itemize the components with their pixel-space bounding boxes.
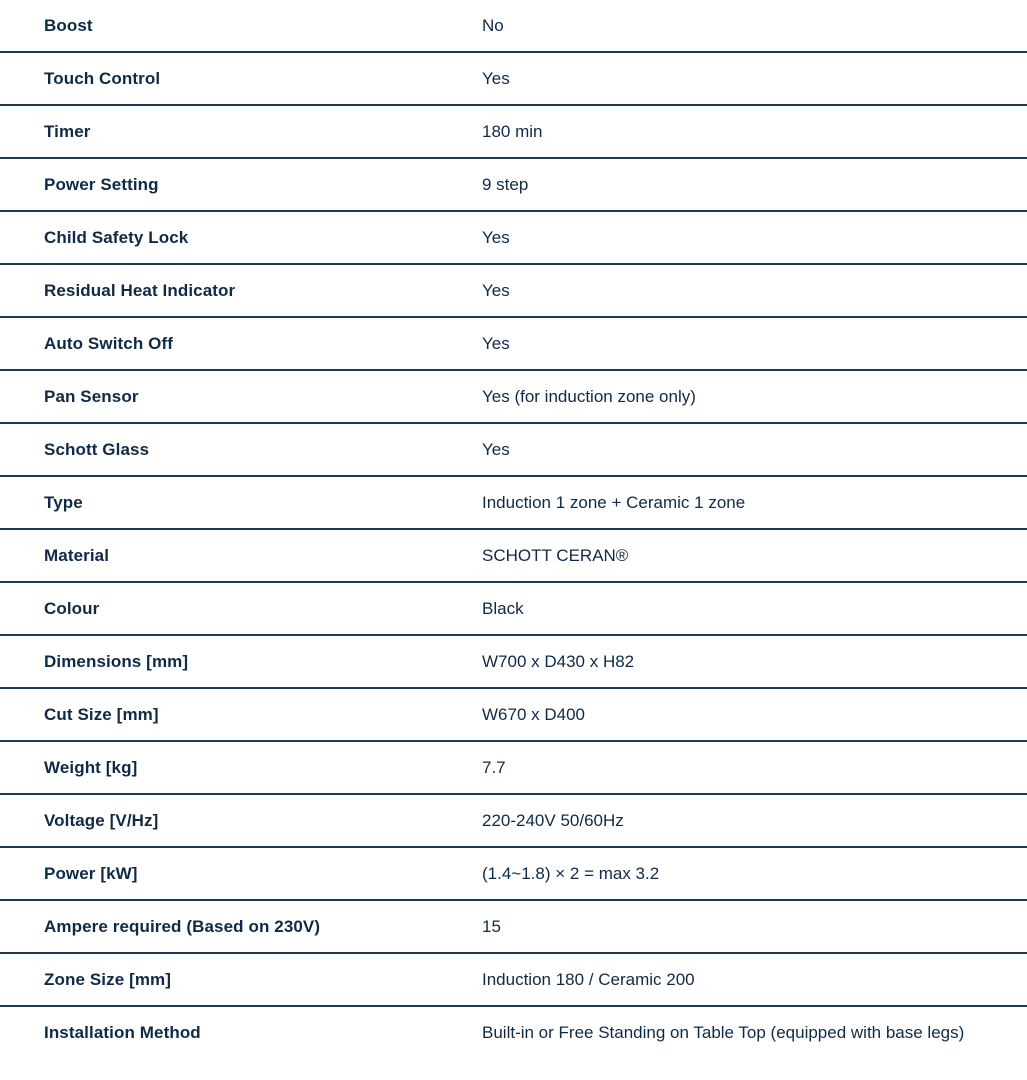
spec-label: Power [kW]	[44, 863, 138, 883]
spec-value: W670 x D400	[482, 704, 585, 724]
spec-label: Timer	[44, 121, 91, 141]
spec-row-residual-heat-indicator	[0, 265, 1027, 318]
spec-value: Yes	[482, 439, 510, 459]
spec-label: Material	[44, 545, 110, 565]
spec-row-weight	[0, 742, 1027, 795]
spec-value: SCHOTT CERAN®	[482, 545, 629, 565]
spec-row-pan-sensor	[0, 371, 1027, 424]
spec-label: Touch Control	[44, 68, 161, 88]
spec-value: (1.4~1.8) × 2 = max 3.2	[482, 863, 660, 883]
spec-row-child-safety-lock	[0, 212, 1027, 265]
spec-value: 220-240V 50/60Hz	[482, 810, 624, 830]
spec-value: Yes	[482, 227, 510, 247]
spec-value: W700 x D430 x H82	[482, 651, 635, 671]
spec-label: Colour	[44, 598, 100, 618]
spec-value: 7.7	[482, 757, 506, 777]
spec-row-ampere-required	[0, 901, 1027, 954]
spec-row-power-setting	[0, 159, 1027, 212]
spec-row-cut-size	[0, 689, 1027, 742]
spec-value: Yes	[482, 280, 510, 300]
spec-label: Zone Size [mm]	[44, 969, 172, 989]
spec-label: Cut Size [mm]	[44, 704, 159, 724]
spec-value: 180 min	[482, 121, 543, 141]
spec-value: Induction 1 zone + Ceramic 1 zone	[482, 492, 746, 512]
spec-row-voltage	[0, 795, 1027, 848]
spec-value: 9 step	[482, 174, 529, 194]
spec-value: Yes (for induction zone only)	[482, 386, 696, 406]
spec-row-touch-control	[0, 53, 1027, 106]
spec-label: Schott Glass	[44, 439, 150, 459]
spec-value: No	[482, 15, 504, 35]
spec-label: Auto Switch Off	[44, 333, 173, 353]
spec-label: Ampere required (Based on 230V)	[44, 916, 321, 936]
spec-row-dimensions	[0, 636, 1027, 689]
spec-label: Dimensions [mm]	[44, 651, 189, 671]
spec-label: Weight [kg]	[44, 757, 138, 777]
spec-row-material	[0, 530, 1027, 583]
spec-label: Power Setting	[44, 174, 159, 194]
spec-label: Boost	[44, 15, 93, 35]
spec-row-installation-method	[0, 1007, 1027, 1058]
spec-value: Yes	[482, 333, 510, 353]
spec-value: 15	[482, 916, 501, 936]
spec-label: Pan Sensor	[44, 386, 139, 406]
spec-label: Voltage [V/Hz]	[44, 810, 159, 830]
spec-row-timer	[0, 106, 1027, 159]
spec-value: Induction 180 / Ceramic 200	[482, 969, 695, 989]
spec-label: Child Safety Lock	[44, 227, 189, 247]
spec-row-type	[0, 477, 1027, 530]
spec-label: Installation Method	[44, 1022, 201, 1042]
spec-row-auto-switch-off	[0, 318, 1027, 371]
spec-label: Type	[44, 492, 83, 512]
spec-row-zone-size	[0, 954, 1027, 1007]
spec-value: Yes	[482, 68, 510, 88]
spec-value: Built-in or Free Standing on Table Top (equipped with base legs)	[482, 1022, 965, 1042]
spec-row-power	[0, 848, 1027, 901]
spec-row-schott-glass	[0, 424, 1027, 477]
spec-row-boost	[0, 0, 1027, 53]
spec-row-colour	[0, 583, 1027, 636]
spec-label: Residual Heat Indicator	[44, 280, 236, 300]
spec-value: Black	[482, 598, 524, 618]
